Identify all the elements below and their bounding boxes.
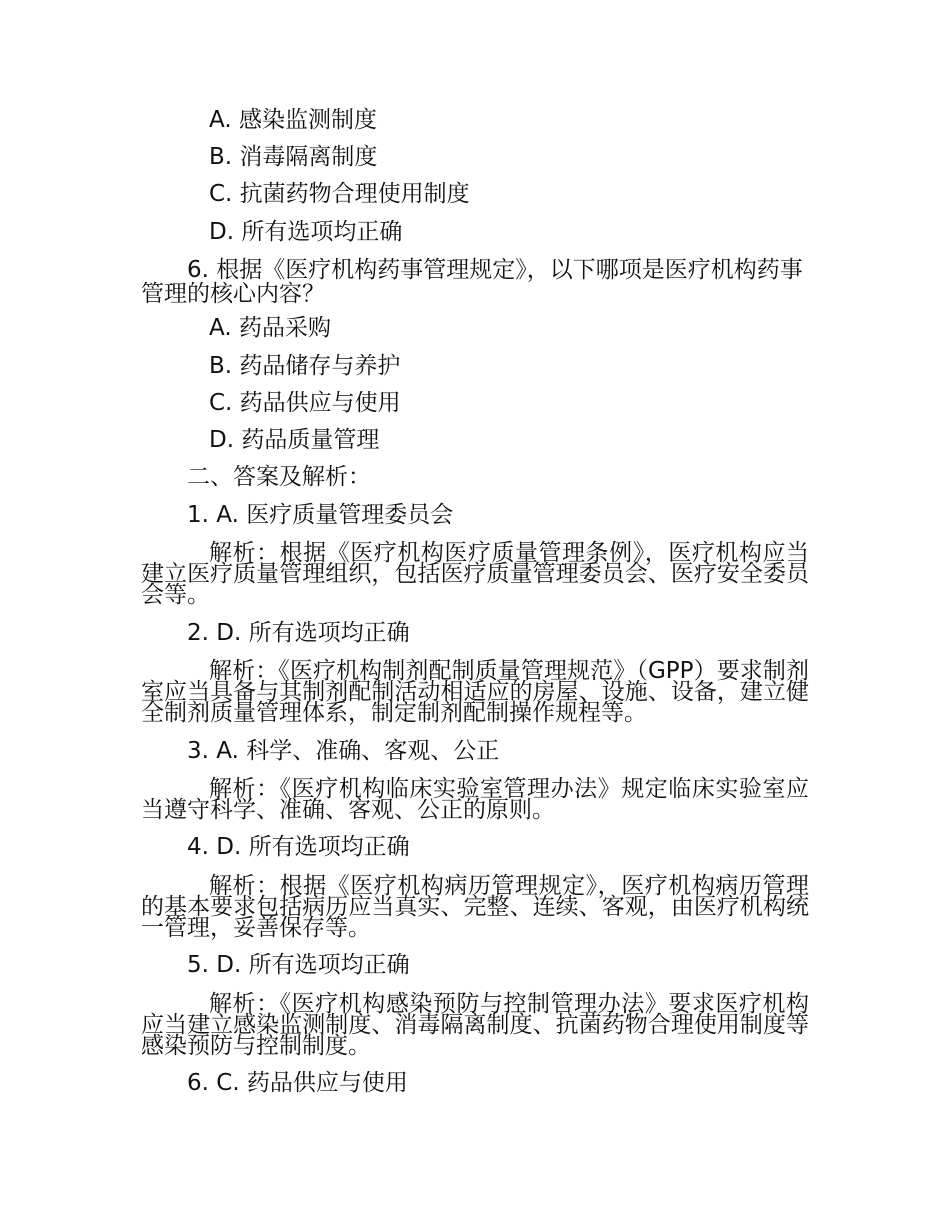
- q6-option-c: C. 药品供应与使用: [209, 390, 401, 416]
- answer-1: 1. A. 医疗质量管理委员会: [187, 502, 454, 528]
- q6-option-b: B. 药品储存与养护: [209, 353, 401, 379]
- q6-option-d: D. 药品质量管理: [209, 427, 380, 453]
- answer-2: 2. D. 所有选项均正确: [187, 620, 410, 646]
- explanation-2: 解析：《医疗机构制剂配制质量管理规范》（GPP）要求制剂室应当具备与其制剂配制活动相适应的房屋、设施、设备，建立健全制剂质量管理体系，制定制剂配制操作规程等。: [141, 658, 809, 726]
- answer-4: 4. D. 所有选项均正确: [187, 834, 410, 860]
- section-title: 二、答案及解析：: [187, 464, 371, 490]
- explanation-4: 解析：根据《医疗机构病历管理规定》，医疗机构病历管理的基本要求包括病历应当真实、完整、连续、客观，由医疗机构统一管理，妥善保存等。: [141, 873, 809, 941]
- answer-6: 6. C. 药品供应与使用: [187, 1070, 408, 1096]
- q6-option-a: A. 药品采购: [209, 315, 331, 341]
- explanation-1: 解析：根据《医疗机构医疗质量管理条例》，医疗机构应当建立医疗质量管理组织，包括医疗质量管理委员会、医疗安全委员会等。: [141, 540, 809, 608]
- q5-option-b: B. 消毒隔离制度: [209, 144, 378, 170]
- q5-option-d: D. 所有选项均正确: [209, 219, 403, 245]
- explanation-3: 解析：《医疗机构临床实验室管理办法》规定临床实验室应当遵守科学、准确、客观、公正的原则。: [141, 776, 809, 823]
- q5-option-c: C. 抗菌药物合理使用制度: [209, 181, 470, 207]
- q5-option-a: A. 感染监测制度: [209, 107, 377, 133]
- explanation-5: 解析：《医疗机构感染预防与控制管理办法》要求医疗机构应当建立感染监测制度、消毒隔离制度、抗菌药物合理使用制度等感染预防与控制制度。: [141, 991, 809, 1059]
- answer-3: 3. A. 科学、准确、客观、公正: [187, 738, 500, 764]
- answer-5: 5. D. 所有选项均正确: [187, 952, 410, 978]
- q6-question: 6. 根据《医疗机构药事管理规定》，以下哪项是医疗机构药事管理的核心内容？: [141, 257, 803, 307]
